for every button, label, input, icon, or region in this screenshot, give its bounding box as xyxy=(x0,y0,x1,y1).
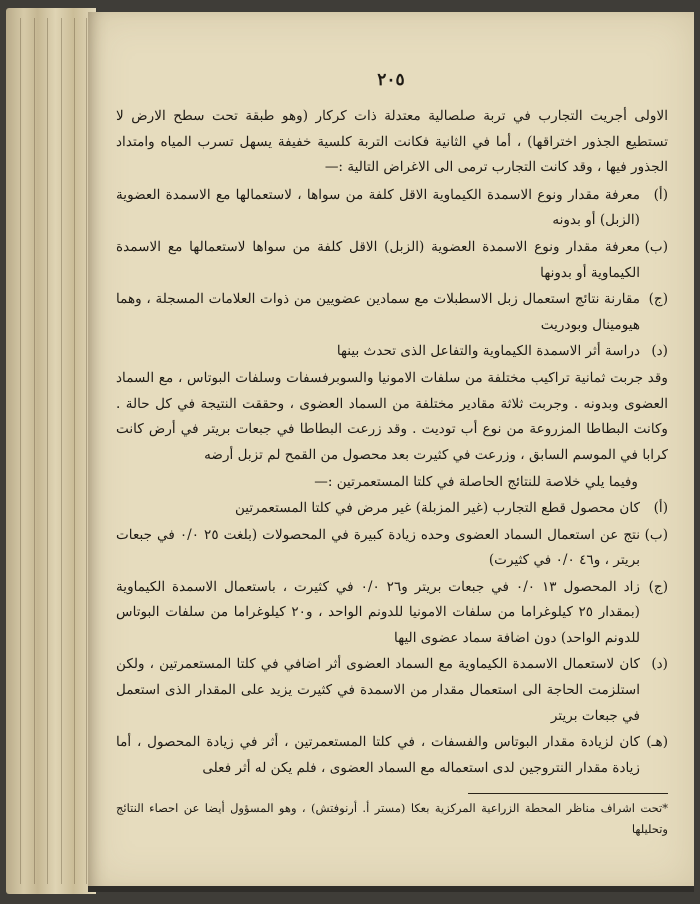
page-stack-edge xyxy=(6,8,96,894)
aim-marker: (د) xyxy=(651,343,668,360)
book-bottom-edge xyxy=(88,886,694,892)
result-text: كان محصول قطع التجارب (غير المزبلة) غير مرض في كلتا المستعمرتين xyxy=(234,499,640,516)
result-marker: (ج) xyxy=(648,578,668,595)
result-item xyxy=(116,730,668,781)
result-marker: (أ) xyxy=(653,499,668,516)
aim-text: دراسة أثر الاسمدة الكيماوية والتفاعل الذى تحدث بينها xyxy=(336,343,640,360)
aim-item xyxy=(116,183,668,234)
footnote-text: تحت اشراف مناظر المحطة الزراعية المركزية بعكا (مستر أ. أرنوفتش) ، وهو المسؤول أيضا عن احصاء النتائج وتحليلها xyxy=(116,801,668,836)
result-item xyxy=(116,523,668,574)
aim-marker: (ج) xyxy=(648,291,668,308)
result-item xyxy=(116,575,668,652)
page-body xyxy=(116,104,668,782)
aim-text: مقارنة نتائج استعمال زبل الاسطبلات مع سمادين عضويين من ذوات العلامات المسجلة ، وهما هيومينال وبودريت xyxy=(116,291,640,333)
aim-text: معرفة مقدار ونوع الاسمدة الكيماوية الاقل كلفة من سواها ، لاستعمالها مع الاسمدة العضوية (الزبل) أو بدونه xyxy=(116,186,640,229)
aim-item xyxy=(116,235,668,286)
result-text: زاد المحصول ١٣ ٠/٠ في جبعات بريتر و٢٦ ٠/٠ في كثيرت ، باستعمال الاسمدة الكيماوية (بمقدار ٢٥ كيلوغراما من سلفات الامونيا للدونم الواحد ، و٢٠ كيلوغراما من سلفات البوتاس للدونم الواحد) دون اضافة سماد عضوى اليها xyxy=(116,578,640,646)
aim-item xyxy=(116,339,668,365)
page-number: ٢٠٥ xyxy=(377,70,405,90)
method-paragraph: وقد جربت ثمانية تراكيب مختلفة من سلفات الامونيا والسوبرفسفات وسلفات البوتاس ، مع السماد العضوى وبدونه . وجربت ثلاثة مقادير مختلفة من السماد العضوى ، وحققت النتيجة في كل حالة . وكانت البطاطا المزروعة من نوع أب توديت . وقد زرعت البطاطا في جبعات بريتر في أرض كانت كرابا في الموسم السابق ، وزرعت في كثيرت بعد محصول من القمح لم تزبل أرضه xyxy=(116,369,668,463)
result-marker: (هـ) xyxy=(646,734,668,751)
summary-intro: وفيما يلي خلاصة للنتائج الحاصلة في كلتا المستعمرتين :— xyxy=(314,474,638,491)
footnote-divider xyxy=(468,793,668,794)
intro-paragraph: الاولى أجريت التجارب في تربة صلصالية معتدلة ذات كركار (وهو طبقة تحت سطح الارض لا تستطيع الجذور اختراقها) ، أما في الثانية فكانت التربة كلسية خفيفة يسهل تسرب المياه وامتداد الجذور فيها ، وقد كانت التجارب ترمى الى الاغراض التالية :— xyxy=(116,108,668,176)
result-item xyxy=(116,652,668,729)
result-text: كان لاستعمال الاسمدة الكيماوية مع السماد العضوى أثر اضافي في كلتا المستعمرتين ، ولكن استلزمت الحاجة الى استعمال مقدار من الاسمدة في كثيرت يزيد على المقدار الذى استعمل في جبعات بريتر xyxy=(116,656,640,724)
aim-text: معرفة مقدار ونوع الاسمدة العضوية (الزبل) الاقل كلفة من سواها لاستعمالها مع الاسمدة الكيماوية أو بدونها xyxy=(116,238,640,281)
result-text: نتج عن استعمال السماد العضوى وحده زيادة كبيرة في المحصولات (بلغت ٢٥ ٠/٠ في جبعات بريتر ، و٤٦ ٠/٠ في كثيرت) xyxy=(116,526,640,569)
result-text: كان لزيادة مقدار البوتاس والفسفات ، في كلتا المستعمرتين ، أثر في زيادة المحصول ، أما زيادة مقدار النتروجين لدى استعماله مع السماد العضوى ، فلم يكن له أثر فعلى xyxy=(116,734,640,776)
result-marker: (ب) xyxy=(644,526,668,543)
result-marker: (د) xyxy=(651,656,668,673)
footnote-asterisk: * xyxy=(662,801,668,815)
footnote xyxy=(116,798,668,840)
book-page xyxy=(88,12,694,888)
aim-marker: (ب) xyxy=(644,238,668,255)
aim-marker: (أ) xyxy=(653,186,668,203)
result-item xyxy=(116,496,668,522)
aim-item xyxy=(116,287,668,338)
